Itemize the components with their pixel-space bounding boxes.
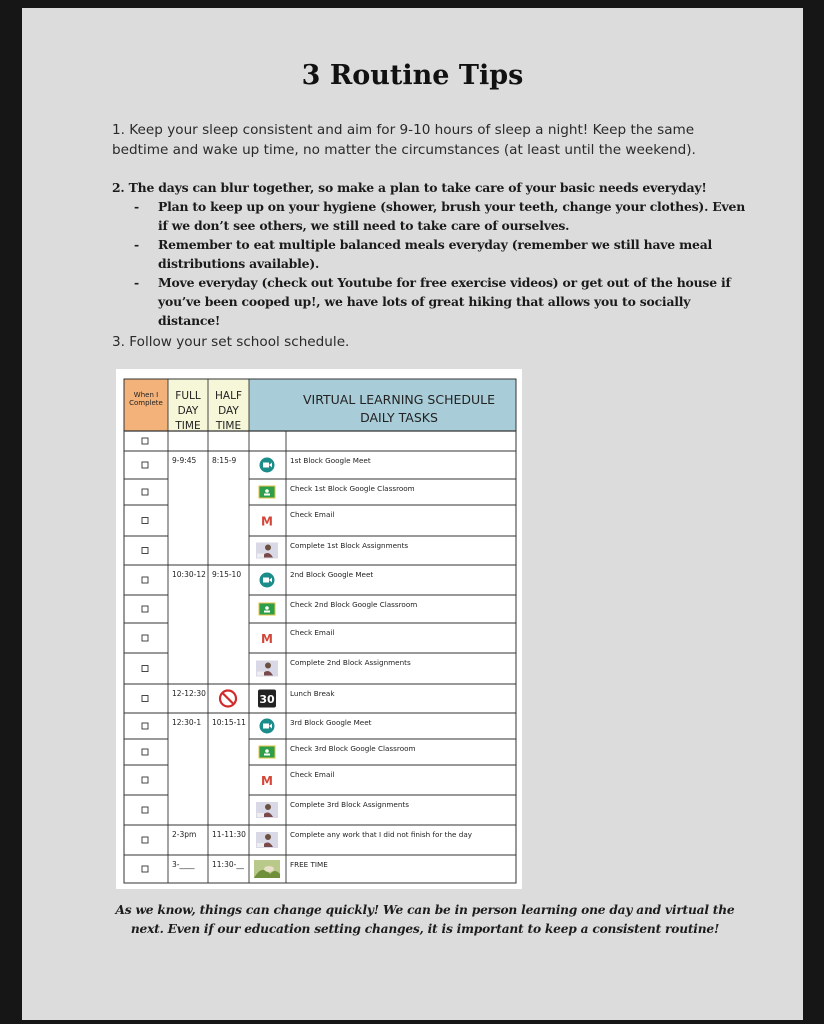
study-icon-book [257,554,264,558]
half-day-time: 8:15-9 [212,456,237,465]
study-icon [256,802,278,818]
complete-checkbox [142,807,148,813]
header-complete-text: When I [133,391,159,399]
task-text: Check 2nd Block Google Classroom [290,600,418,609]
calendar-icon-number: 30 [259,693,275,706]
google-meet-icon [260,458,275,473]
tip-2-heading: 2. The days can blur together, so make a plan to take care of your basic needs everyday! [112,180,707,195]
classroom-icon-person [265,489,269,493]
full-day-time: 3-____ [172,860,195,869]
complete-checkbox [142,696,148,702]
complete-checkbox [142,777,148,783]
study-icon-head [265,834,271,840]
complete-checkbox [142,518,148,524]
meet-icon-camera [263,578,269,583]
full-day-time: 12-12:30 [172,689,206,698]
complete-checkbox [142,635,148,641]
tip-1: 1. Keep your sleep consistent and aim for 9-10 hours of sleep a night! Keep the same bedtime and wake up time, no matter the circumstances (at least until the weekend). [112,122,696,158]
tip-2 [112,178,752,330]
task-text: 3rd Block Google Meet [290,718,372,727]
closing-caption: As we know, things can change quickly! We can be in person learning one day and virtual the next. Even if our education setting changes, it is important to keep a consistent routine! [115,903,735,936]
study-icon [256,832,278,848]
classroom-icon-desk [264,494,270,496]
meet-icon-camera [263,463,269,468]
tip-2-bullet-text: Remember to eat multiple balanced meals everyday (remember we still have meal distributions available). [158,237,713,271]
complete-checkbox [142,489,148,495]
half-day-time: 11:30-__ [212,860,244,869]
gmail-icon: M [261,514,273,529]
meet-icon-camera [263,724,269,729]
complete-checkbox [142,438,148,444]
complete-checkbox [142,606,148,612]
header-full-text: DAY [177,405,199,417]
header-half-text: HALF [215,390,242,402]
google-meet-icon [260,719,275,734]
google-classroom-icon [259,746,275,758]
tip-2-bullet-text: Move everyday (check out Youtube for free exercise videos) or get out of the house if you’ve been cooped up!, we have lots of great hiking that allows you to socially distance! [158,275,731,328]
task-text: Check 1st Block Google Classroom [290,484,415,493]
task-text: Complete 3rd Block Assignments [290,800,409,809]
complete-checkbox [142,749,148,755]
tip-2-bullet: - Plan to keep up on your hygiene (shower, brush your teeth, change your clothes). Even if we don’t see others, we still need to take care of ourselves. [134,199,746,233]
study-icon-head [265,545,271,551]
schedule-table [116,369,522,889]
header-half-text: TIME [215,420,242,432]
study-icon-book [257,843,264,847]
task-text: 1st Block Google Meet [290,456,371,465]
classroom-icon-desk [264,611,270,613]
gmail-icon: M [261,632,273,646]
complete-checkbox [142,666,148,672]
complete-checkbox [142,577,148,583]
half-day-time: 11-11:30 [212,830,246,839]
study-icon-book [257,672,264,676]
task-text: Complete any work that I did not finish for the day [290,830,472,839]
google-meet-icon [260,573,275,588]
classroom-icon-person [265,606,269,610]
tip-2-list [112,197,752,330]
header-full-text: TIME [175,420,201,432]
header-title-text: DAILY TASKS [360,410,438,425]
full-day-time: 12:30-1 [172,718,202,727]
no-symbol-icon [220,691,236,707]
google-classroom-icon [259,486,275,498]
page-title: 3 Routine Tips [301,60,524,91]
landscape-icon-figure [264,866,274,872]
study-icon-head [265,804,271,810]
no-symbol-slash [223,693,234,704]
document-page [22,8,803,1020]
study-icon [256,661,278,677]
header-title-text: VIRTUAL LEARNING SCHEDULE [302,392,496,407]
task-text: Check Email [290,770,335,779]
full-day-time: 9-9:45 [172,456,197,465]
header-complete-text: Complete [129,399,163,407]
schedule-grid [116,369,522,889]
task-text: 2nd Block Google Meet [290,570,374,579]
tip-3: 3. Follow your set school schedule. [112,334,350,350]
header-full-text: FULL [175,390,201,402]
half-day-time: 10:15-11 [212,718,246,727]
complete-checkbox [142,866,148,872]
calendar-30-icon [258,690,276,708]
complete-checkbox [142,723,148,729]
tip-2-bullet: - Move everyday (check out Youtube for free exercise videos) or get out of the house if you’ve been cooped up!, we have lots of great hiking that allows you to socially distance! [134,275,731,328]
header-half-text: DAY [218,405,239,417]
task-text: Complete 1st Block Assignments [290,541,409,550]
tip-2-bullet-text: Plan to keep up on your hygiene (shower, brush your teeth, change your clothes). Even if we don’t see others, we still need to take care of ourselves. [158,199,746,233]
study-icon [256,543,278,559]
complete-checkbox [142,462,148,468]
task-text: Complete 2nd Block Assignments [290,658,411,667]
half-day-time: 9:15-10 [212,570,242,579]
full-day-time: 10:30-12 [172,570,206,579]
classroom-icon-desk [264,754,270,756]
study-icon-book [257,813,264,817]
task-text: Check Email [290,628,335,637]
study-icon-head [265,663,271,669]
task-text: Lunch Break [290,689,335,698]
complete-checkbox [142,548,148,554]
tip-2-bullet: - Remember to eat multiple balanced meals everyday (remember we still have meal distributions available). [134,237,713,271]
gmail-icon: M [261,774,273,788]
task-text: Check 3rd Block Google Classroom [290,744,416,753]
complete-checkbox [142,837,148,843]
classroom-icon-person [265,749,269,753]
google-classroom-icon [259,603,275,615]
landscape-icon [254,860,280,878]
task-text: Check Email [290,510,335,519]
full-day-time: 2-3pm [172,830,197,839]
task-text: FREE TIME [290,860,328,869]
